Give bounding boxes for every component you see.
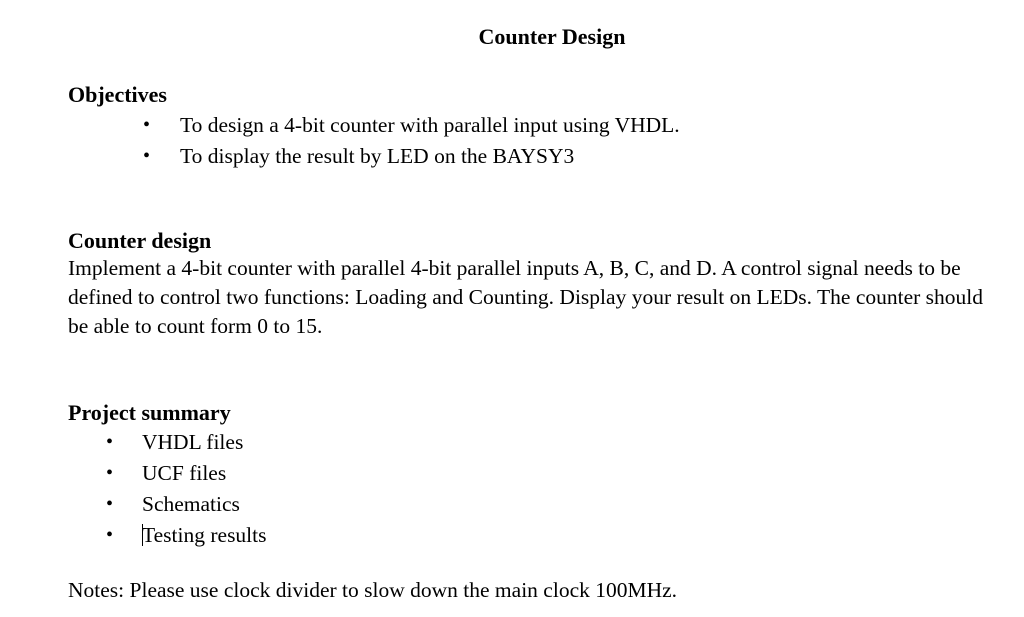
bullet-icon: • [106,462,114,484]
counter-design-body: Implement a 4-bit counter with parallel 4-bit parallel inputs A, B, C, and D. A control signal needs to be defined to control two functions: Loading and Counting. Display your result on LEDs. The counter should be able to count form 0 to 15. [68,256,983,338]
bullet-icon: • [106,431,114,453]
counter-design-heading: Counter design [68,228,212,253]
bullet-icon: • [143,114,151,136]
notes-text: Notes: Please use clock divider to slow down the main clock 100MHz. [68,578,678,602]
project-summary-heading: Project summary [68,400,231,425]
summary-item-text: VHDL files [142,430,244,454]
document-title: Counter Design [478,24,626,49]
summary-item-text: Testing results [142,523,267,547]
bullet-icon: • [106,524,114,546]
objective-text: To display the result by LED on the BAYSY3 [180,144,575,168]
objective-text: To design a 4-bit counter with parallel input using VHDL. [180,113,680,137]
objectives-heading: Objectives [68,82,167,107]
bullet-icon: • [106,493,114,515]
bullet-icon: • [143,145,151,167]
summary-item-wrapper [142,520,267,551]
summary-item-text: Schematics [142,492,240,516]
summary-item-text: UCF files [142,461,227,485]
